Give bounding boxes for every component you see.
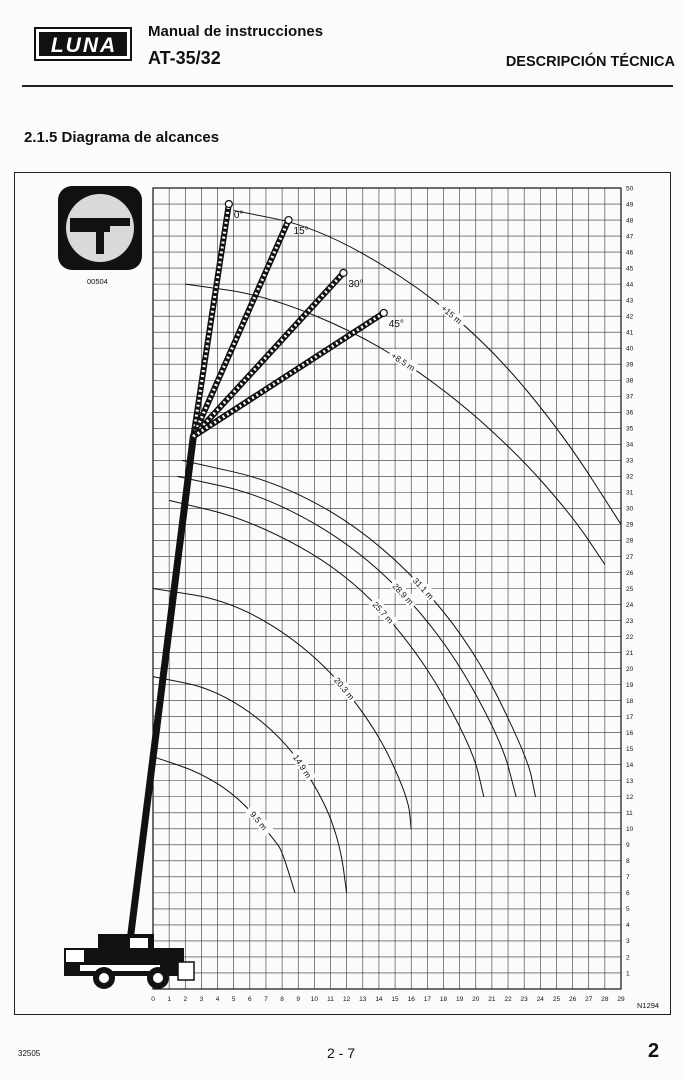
- y-tick-label: 9: [626, 842, 630, 850]
- y-tick-label: 49: [626, 201, 634, 209]
- y-tick-label: 6: [626, 890, 630, 898]
- x-tick-label: 10: [310, 996, 318, 1003]
- y-tick-label: 5: [626, 906, 630, 914]
- x-tick-label: 15: [391, 996, 399, 1003]
- x-tick-label: 1: [167, 996, 171, 1003]
- y-tick-label: 20: [626, 665, 634, 673]
- y-tick-label: 11: [626, 810, 633, 818]
- jib-tip-sheave: [285, 217, 292, 224]
- section-heading: DESCRIPCIÓN TÉCNICA: [505, 54, 675, 70]
- y-tick-label: 46: [626, 249, 634, 257]
- y-tick-label: 43: [626, 297, 634, 305]
- chart-grid: [153, 188, 621, 989]
- y-tick-label: 21: [626, 649, 634, 657]
- jib-angle-label: 0°: [233, 210, 244, 222]
- x-tick-label: 0: [151, 996, 155, 1003]
- curve-label: 28.9 m: [390, 581, 416, 607]
- x-tick-label: 9: [296, 996, 301, 1003]
- icon-code: 00504: [87, 277, 108, 286]
- x-tick-label: 24: [536, 996, 544, 1003]
- y-tick-label: 3: [626, 938, 630, 946]
- x-tick-label: 18: [439, 996, 448, 1003]
- y-tick-label: 17: [626, 713, 634, 721]
- x-tick-label: 16: [407, 996, 415, 1003]
- curve-label: 25.7 m: [370, 599, 396, 626]
- y-tick-label: 23: [626, 617, 634, 625]
- y-tick-label: 26: [626, 569, 634, 577]
- jib-tip-sheave: [225, 201, 232, 208]
- y-tick-label: 22: [626, 633, 634, 641]
- x-tick-label: 22: [504, 996, 512, 1003]
- x-tick-label: 27: [585, 996, 593, 1003]
- y-tick-label: 2: [626, 954, 630, 962]
- x-tick-label: 12: [343, 996, 351, 1003]
- y-tick-labels: [626, 185, 634, 977]
- manual-title: Manual de instrucciones: [148, 23, 324, 40]
- page-number: 2 - 7: [327, 1045, 356, 1061]
- y-tick-label: 39: [626, 361, 634, 369]
- y-tick-label: 29: [626, 521, 634, 529]
- y-tick-label: 18: [626, 697, 634, 705]
- y-tick-label: 15: [626, 746, 634, 753]
- x-tick-label: 26: [568, 996, 577, 1003]
- document-code: 32505: [18, 1049, 41, 1058]
- logo-text: LUNA: [50, 34, 118, 57]
- y-tick-label: 32: [626, 473, 634, 481]
- jib-tip-sheave: [380, 309, 387, 316]
- x-tick-label: 21: [488, 996, 496, 1003]
- x-tick-label: 29: [617, 996, 625, 1003]
- y-tick-label: 50: [626, 185, 634, 193]
- model-name: AT-35/32: [148, 48, 221, 68]
- x-tick-label: 6: [248, 996, 252, 1003]
- x-tick-label: 20: [472, 996, 480, 1003]
- y-tick-label: 47: [626, 233, 634, 241]
- curve-label: 14.9 m: [290, 752, 314, 780]
- y-tick-label: 24: [626, 601, 634, 609]
- chart-reference: N1294: [637, 1001, 660, 1010]
- jib-angle-label: 15°: [293, 226, 309, 238]
- radius-curve: [153, 757, 295, 893]
- curve-label: 9.5 m: [248, 809, 270, 833]
- jib-tip-sheave: [340, 269, 347, 276]
- x-tick-label: 23: [520, 996, 528, 1003]
- jib-angle-label: 45°: [388, 318, 404, 330]
- x-tick-label: 11: [327, 996, 334, 1003]
- y-tick-label: 27: [626, 553, 634, 561]
- x-tick-label: 3: [199, 996, 204, 1003]
- y-tick-label: 28: [626, 537, 634, 545]
- y-tick-label: 30: [626, 505, 634, 513]
- y-tick-label: 4: [626, 922, 630, 930]
- boom-lines: [129, 201, 387, 949]
- y-tick-label: 1: [626, 970, 630, 978]
- x-tick-label: 2: [183, 996, 188, 1003]
- y-tick-label: 33: [626, 457, 634, 465]
- x-tick-label: 25: [552, 996, 561, 1003]
- y-tick-label: 48: [626, 217, 634, 225]
- curve-label: +15 m: [439, 303, 464, 327]
- x-tick-label: 4: [215, 996, 220, 1003]
- y-tick-label: 37: [626, 393, 634, 401]
- crane-vehicle-icon: [64, 934, 194, 989]
- x-tick-label: 14: [375, 996, 383, 1003]
- y-tick-label: 25: [626, 585, 634, 593]
- y-tick-label: 8: [626, 858, 630, 866]
- x-tick-label: 7: [264, 996, 268, 1003]
- y-tick-label: 12: [626, 794, 634, 802]
- y-tick-label: 14: [626, 762, 634, 770]
- curve-label: 20.3 m: [332, 675, 357, 702]
- section-title: 2.1.5 Diagrama de alcances: [24, 129, 220, 146]
- y-tick-label: 31: [626, 489, 634, 497]
- x-tick-label: 19: [456, 996, 464, 1003]
- y-tick-label: 44: [626, 281, 634, 289]
- curve-labels: [234, 210, 468, 836]
- y-tick-label: 19: [626, 681, 634, 689]
- y-tick-label: 16: [626, 729, 634, 737]
- chapter-number: 2: [648, 1040, 660, 1062]
- x-tick-labels: [151, 996, 625, 1003]
- x-tick-label: 28: [601, 996, 609, 1003]
- curve-label: 31.1 m: [410, 575, 436, 602]
- y-tick-label: 42: [626, 313, 634, 321]
- jib-angle-label: 30°: [348, 278, 364, 290]
- y-tick-label: 38: [626, 377, 634, 385]
- x-tick-label: 5: [231, 996, 236, 1003]
- y-tick-label: 10: [626, 826, 634, 834]
- x-tick-label: 17: [423, 996, 431, 1003]
- y-tick-label: 45: [626, 265, 634, 273]
- curve-label: +8.5 m: [389, 350, 417, 374]
- radius-curve: [169, 500, 484, 796]
- y-tick-label: 40: [626, 345, 634, 353]
- y-tick-label: 35: [626, 425, 634, 433]
- y-tick-label: 36: [626, 409, 634, 417]
- boom-symbol-icon: [58, 186, 142, 270]
- radius-curve: [182, 460, 535, 796]
- x-tick-label: 8: [280, 996, 284, 1003]
- y-tick-label: 41: [626, 329, 634, 337]
- y-tick-label: 34: [626, 441, 634, 449]
- main-boom: [129, 436, 193, 949]
- y-tick-label: 7: [626, 874, 630, 882]
- x-tick-label: 13: [359, 996, 367, 1003]
- y-tick-label: 13: [626, 778, 634, 786]
